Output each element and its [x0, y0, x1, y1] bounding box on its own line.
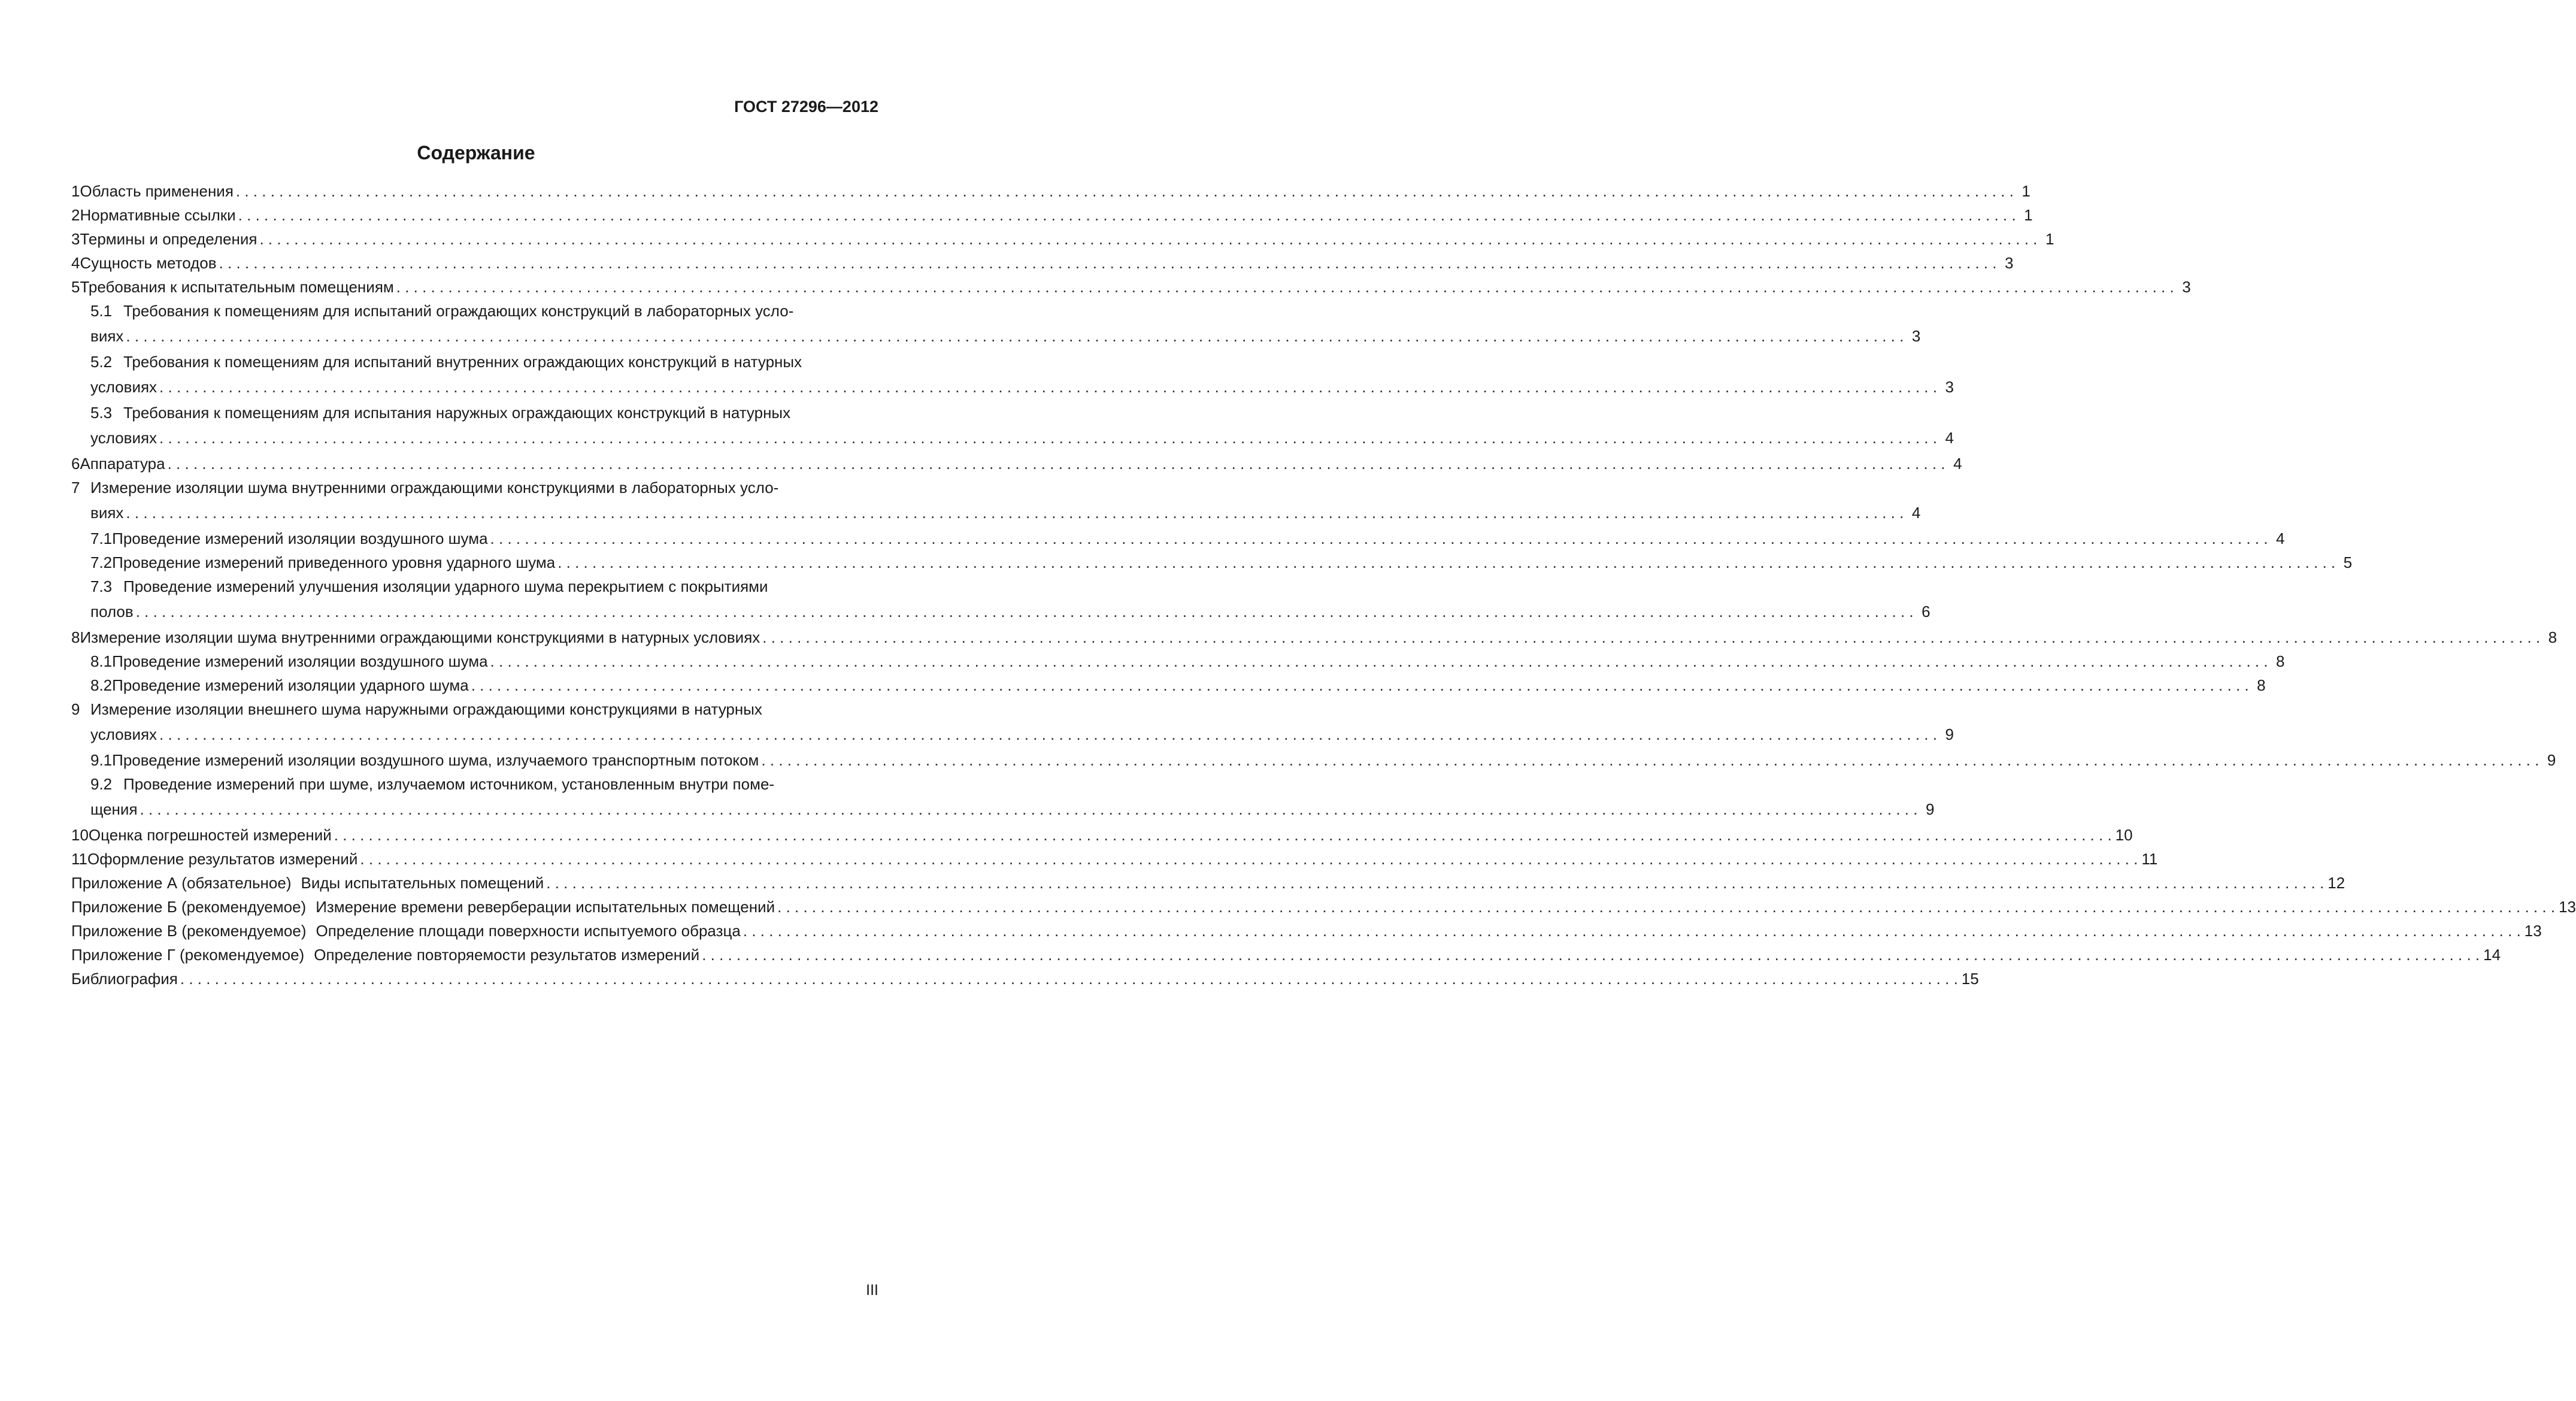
- toc-entry-title: условиях: [90, 429, 157, 447]
- toc-entry-line: [71, 748, 2556, 772]
- toc-entry[interactable]: [71, 401, 1954, 452]
- toc-entry-number: 6: [71, 455, 80, 473]
- dot-leader: [469, 673, 2249, 697]
- toc-entry-number: 7.2: [90, 553, 113, 571]
- toc-entry[interactable]: [71, 452, 1962, 476]
- toc-entry-number: 5.1: [90, 302, 113, 320]
- dot-leader: [123, 500, 1904, 526]
- toc-entry-title: Аппаратура: [80, 455, 165, 473]
- toc-entry-line: [71, 895, 2576, 919]
- toc-entry-title: виях: [90, 504, 124, 522]
- toc-entry-line: [71, 500, 1921, 526]
- toc-entry-page: 9: [2547, 751, 2556, 769]
- toc-entry-number: Приложение В (рекомендуемое): [71, 922, 307, 940]
- toc-entry[interactable]: [71, 871, 2345, 895]
- toc-entry[interactable]: [71, 673, 2266, 697]
- toc-entry-line: [71, 625, 2557, 649]
- toc-entry-title: Требования к помещениям для испытаний ограждающих конструкций в лабораторных усло-: [123, 302, 794, 320]
- toc-entry-page: 3: [1945, 378, 1954, 396]
- toc-entry-page: 13: [2524, 922, 2542, 940]
- toc-entry-line: [71, 598, 1931, 625]
- toc-entry-number: 7: [71, 479, 80, 497]
- toc-entry[interactable]: [71, 251, 2014, 275]
- toc-entry-title: Проведение измерений при шуме, излучаемом источником, установленным внутри поме-: [123, 775, 775, 793]
- toc-entry-number: 9.2: [90, 775, 113, 793]
- toc-entry[interactable]: [71, 748, 2556, 772]
- dot-leader: [741, 919, 2521, 943]
- toc-entry-number: 8.1: [90, 652, 113, 670]
- toc-entry[interactable]: [71, 625, 2557, 649]
- toc-entry-line: [71, 299, 880, 323]
- toc-entry[interactable]: [71, 203, 2033, 227]
- toc-entry-page: 5: [2343, 553, 2353, 571]
- toc-entry-number: Приложение Г (рекомендуемое): [71, 946, 305, 964]
- toc-entry-title: щения: [90, 800, 138, 818]
- dot-leader: [178, 967, 1958, 991]
- toc-entry-page: 1: [2024, 206, 2033, 224]
- toc-entry-line: [71, 823, 2133, 847]
- toc-entry-title: Измерение времени реверберации испытательных помещений: [316, 898, 775, 916]
- toc-entry-number: 3: [71, 230, 80, 248]
- page-number: III: [866, 1282, 878, 1299]
- toc-entry-page: 8: [2257, 676, 2266, 694]
- toc-entry-line: [71, 721, 1954, 748]
- toc-entry-number: 8.2: [90, 676, 113, 694]
- toc-entry[interactable]: [71, 697, 1954, 748]
- toc-entry-title: Область применения: [80, 182, 234, 200]
- toc-entry-title: Измерение изоляции шума внутренними ограждающими конструкциями в лабораторных усло-: [90, 479, 779, 497]
- table-of-contents: [71, 179, 2576, 991]
- toc-entry[interactable]: [71, 350, 1954, 401]
- document-code: ГОСТ 27296—2012: [734, 98, 878, 116]
- dot-leader: [760, 625, 2540, 649]
- toc-entry[interactable]: [71, 649, 2285, 673]
- toc-entry-number: 5.2: [90, 353, 113, 371]
- dot-leader: [332, 823, 2112, 847]
- toc-entry-line: [71, 796, 1935, 823]
- toc-entry-title: Термины и определения: [80, 230, 257, 248]
- toc-entry-page: 3: [2005, 254, 2014, 272]
- toc-entry[interactable]: [71, 895, 2576, 919]
- toc-entry-line: [71, 697, 880, 721]
- toc-entry-page: 1: [2045, 230, 2054, 248]
- dot-leader: [157, 425, 1937, 452]
- toc-entry-page: 13: [2559, 898, 2576, 916]
- toc-entry-line: [71, 574, 880, 598]
- toc-entry-title: Виды испытательных помещений: [301, 874, 544, 892]
- toc-entry[interactable]: [71, 179, 2031, 203]
- toc-entry-title: Оформление результатов измерений: [87, 850, 358, 868]
- toc-entry-title: Проведение измерений изоляции ударного шума: [112, 676, 469, 694]
- toc-entry-line: [71, 649, 2285, 673]
- toc-entry-title: Требования к помещениям для испытания наружных ограждающих конструкций в натурных: [123, 404, 791, 422]
- toc-entry-page: 9: [1925, 800, 1935, 818]
- toc-entry[interactable]: [71, 299, 1921, 350]
- toc-entry-line: [71, 476, 880, 500]
- dot-leader: [217, 251, 1997, 275]
- toc-entry-title: условиях: [90, 378, 157, 396]
- toc-entry-title: Проведение измерений изоляции воздушного шума: [112, 652, 488, 670]
- dot-leader: [157, 374, 1937, 401]
- toc-entry-line: [71, 323, 1921, 350]
- toc-entry-number: 5.3: [90, 404, 113, 422]
- toc-entry-title: Требования к помещениям для испытаний внутренних ограждающих конструкций в натурных: [123, 353, 802, 371]
- dot-leader: [394, 275, 2174, 299]
- toc-entry-line: [71, 526, 2285, 550]
- toc-entry[interactable]: [71, 919, 2542, 943]
- toc-entry-line: [71, 374, 1954, 401]
- toc-entry-title: условиях: [90, 725, 157, 743]
- toc-entry-number: 2: [71, 206, 80, 224]
- toc-entry-page: 12: [2328, 874, 2345, 892]
- toc-entry-page: 10: [2115, 826, 2133, 844]
- toc-entry-line: [71, 772, 880, 796]
- toc-entry-page: 4: [1953, 455, 1962, 473]
- toc-entry-title: Сущность методов: [80, 254, 217, 272]
- toc-entry-title: Нормативные ссылки: [80, 206, 236, 224]
- toc-entry-title: Измерение изоляции шума внутренними ограждающими конструкциями в натурных условиях: [80, 628, 760, 646]
- toc-entry-line: [71, 673, 2266, 697]
- toc-entry-line: [71, 919, 2542, 943]
- dot-leader: [165, 452, 1945, 476]
- toc-entry-page: 4: [1911, 504, 1921, 522]
- toc-entry-number: 1: [71, 182, 80, 200]
- toc-entry-title: Проведение измерений изоляции воздушного шума, излучаемого транспортным потоком: [112, 751, 759, 769]
- toc-entry-line: [71, 350, 880, 374]
- dot-leader: [488, 649, 2268, 673]
- toc-entry-title: виях: [90, 327, 124, 345]
- toc-entry-line: [71, 401, 880, 425]
- dot-leader: [257, 227, 2037, 251]
- toc-entry-number: 7.1: [90, 529, 113, 547]
- toc-entry-page: 8: [2276, 652, 2285, 670]
- toc-entry-page: 4: [1945, 429, 1954, 447]
- toc-entry-page: 1: [2022, 182, 2031, 200]
- toc-entry-title: Проведение измерений приведенного уровня ударного шума: [112, 553, 556, 571]
- toc-entry[interactable]: [71, 526, 2285, 550]
- dot-leader: [134, 598, 1914, 625]
- toc-entry-line: [71, 871, 2345, 895]
- toc-entry-line: [71, 550, 2353, 574]
- toc-entry-number: 7.3: [90, 577, 113, 595]
- toc-entry-number: 9.1: [90, 751, 113, 769]
- toc-entry-number: 11: [71, 850, 87, 868]
- toc-entry-page: 14: [2483, 946, 2501, 964]
- toc-entry-line: [71, 452, 1962, 476]
- toc-entry[interactable]: [71, 943, 2501, 967]
- toc-entry[interactable]: [71, 574, 1931, 625]
- toc-entry-line: [71, 251, 2014, 275]
- toc-entry-title: Определение повторяемости результатов измерений: [314, 946, 700, 964]
- dot-leader: [775, 895, 2555, 919]
- toc-entry-number: 8: [71, 628, 80, 646]
- toc-entry[interactable]: [71, 476, 1921, 526]
- toc-entry[interactable]: [71, 550, 2353, 574]
- toc-entry-title: Проведение измерений улучшения изоляции ударного шума перекрытием с покрытиями: [123, 577, 768, 595]
- toc-entry-line: [71, 275, 2191, 299]
- toc-entry-line: [71, 227, 2054, 251]
- toc-entry-title: полов: [90, 603, 134, 621]
- dot-leader: [138, 796, 1918, 823]
- toc-entry-line: [71, 425, 1954, 452]
- toc-entry-page: 6: [1922, 603, 1931, 621]
- toc-entry-page: 3: [1911, 327, 1921, 345]
- toc-entry[interactable]: [71, 847, 2158, 871]
- toc-entry-number: 4: [71, 254, 80, 272]
- toc-entry-line: [71, 179, 2031, 203]
- toc-entry-page: 15: [1961, 970, 1979, 988]
- toc-entry-line: [71, 203, 2033, 227]
- toc-entry[interactable]: [71, 772, 1935, 823]
- toc-entry[interactable]: [71, 227, 2054, 251]
- toc-entry-title: Определение площади поверхности испытуемого образца: [316, 922, 741, 940]
- dot-leader: [488, 526, 2268, 550]
- toc-entry-title: Измерение изоляции внешнего шума наружными ограждающими конструкциями в натурных: [90, 700, 762, 718]
- toc-entry-number: 10: [71, 826, 89, 844]
- dot-leader: [157, 721, 1937, 748]
- dot-leader: [357, 847, 2138, 871]
- toc-entry-line: [71, 847, 2158, 871]
- toc-entry-number: 9: [71, 700, 80, 718]
- toc-entry-page: 4: [2276, 529, 2285, 547]
- dot-leader: [236, 203, 2016, 227]
- dot-leader: [123, 323, 1904, 350]
- toc-entry-line: [71, 967, 1979, 991]
- toc-entry-number: Приложение Б (рекомендуемое): [71, 898, 307, 916]
- toc-entry[interactable]: [71, 823, 2133, 847]
- dot-leader: [759, 748, 2539, 772]
- dot-leader: [699, 943, 2480, 967]
- toc-entry-line: [71, 943, 2501, 967]
- dot-leader: [555, 550, 2335, 574]
- toc-entry-page: 9: [1945, 725, 1954, 743]
- toc-entry-page: 8: [2548, 628, 2557, 646]
- dot-leader: [234, 179, 2014, 203]
- toc-entry[interactable]: [71, 275, 2191, 299]
- toc-entry-title: Требования к испытательным помещениям: [80, 278, 394, 296]
- dot-leader: [544, 871, 2324, 895]
- toc-entry-page: 11: [2141, 850, 2158, 868]
- toc-entry-number: Приложение А (обязательное): [71, 874, 292, 892]
- toc-entry-title: Библиография: [71, 970, 178, 988]
- toc-entry-page: 3: [2182, 278, 2191, 296]
- toc-entry-title: Проведение измерений изоляции воздушного шума: [112, 529, 488, 547]
- toc-entry[interactable]: [71, 967, 1979, 991]
- toc-entry-title: Оценка погрешностей измерений: [88, 826, 332, 844]
- page-title: Содержание: [417, 142, 535, 164]
- toc-entry-number: 5: [71, 278, 80, 296]
